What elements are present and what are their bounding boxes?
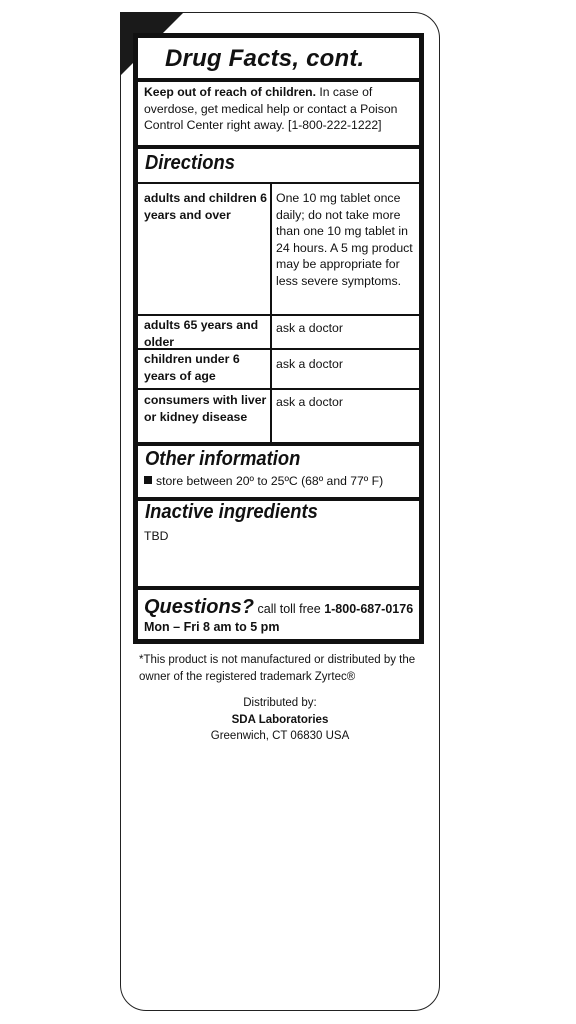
dosage-group: consumers with liver or kidney disease [144, 393, 267, 424]
table-row [138, 316, 419, 350]
drug-facts-title: Drug Facts, cont. [165, 45, 365, 72]
directions-table [138, 182, 419, 444]
table-row [138, 184, 419, 316]
drug-facts-panel [133, 33, 424, 644]
inactive-ingredients-text: TBD [144, 529, 169, 543]
section-divider [138, 586, 419, 590]
questions-line [144, 596, 413, 619]
dosage-instruction: ask a doctor [276, 395, 343, 409]
table-row [138, 390, 419, 444]
questions-hours: Mon – Fri 8 am to 5 pm [144, 620, 280, 634]
dosage-instruction: ask a doctor [276, 357, 343, 371]
questions-text: call toll free [254, 602, 325, 616]
other-information-heading: Other information [145, 448, 301, 470]
dosage-group: adults and children 6 years and over [144, 191, 267, 222]
keep-out-warning [144, 84, 422, 134]
keep-out-text: In case of overdose, get medical help or contact a Poison Control Center right away. [1-800-222-1222] [144, 85, 398, 132]
title-box [138, 38, 419, 82]
storage-info [144, 474, 383, 488]
distributed-by-label: Distributed by: [243, 697, 317, 709]
bullet-square-icon [144, 476, 152, 484]
distributor-name: SDA Laboratories [231, 714, 329, 726]
section-divider [138, 145, 419, 149]
questions-heading: Questions? [144, 596, 255, 618]
section-divider [138, 442, 419, 446]
directions-heading: Directions [145, 152, 235, 174]
distributor-address: Greenwich, CT 06830 USA [210, 730, 350, 742]
storage-text: store between 20º to 25ºC (68º and 77º F) [156, 474, 384, 488]
dosage-instruction: One 10 mg tablet once daily; do not take more than one 10 mg tablet in 24 hours. A 5 mg product may be appropriate for less severe symptoms. [276, 191, 413, 288]
dosage-group: adults 65 years and older [144, 318, 259, 349]
dosage-group: children under 6 years of age [144, 352, 240, 383]
dosage-instruction: ask a doctor [276, 321, 343, 335]
questions-phone: 1-800-687-0176 [324, 602, 414, 616]
inactive-ingredients-heading: Inactive ingredients [145, 501, 318, 523]
table-row [138, 350, 419, 390]
trademark-disclaimer: *This product is not manufactured or distributed by the owner of the registered trademark Zyrtec® [139, 654, 416, 683]
keep-out-bold: Keep out of reach of children. [144, 85, 316, 99]
